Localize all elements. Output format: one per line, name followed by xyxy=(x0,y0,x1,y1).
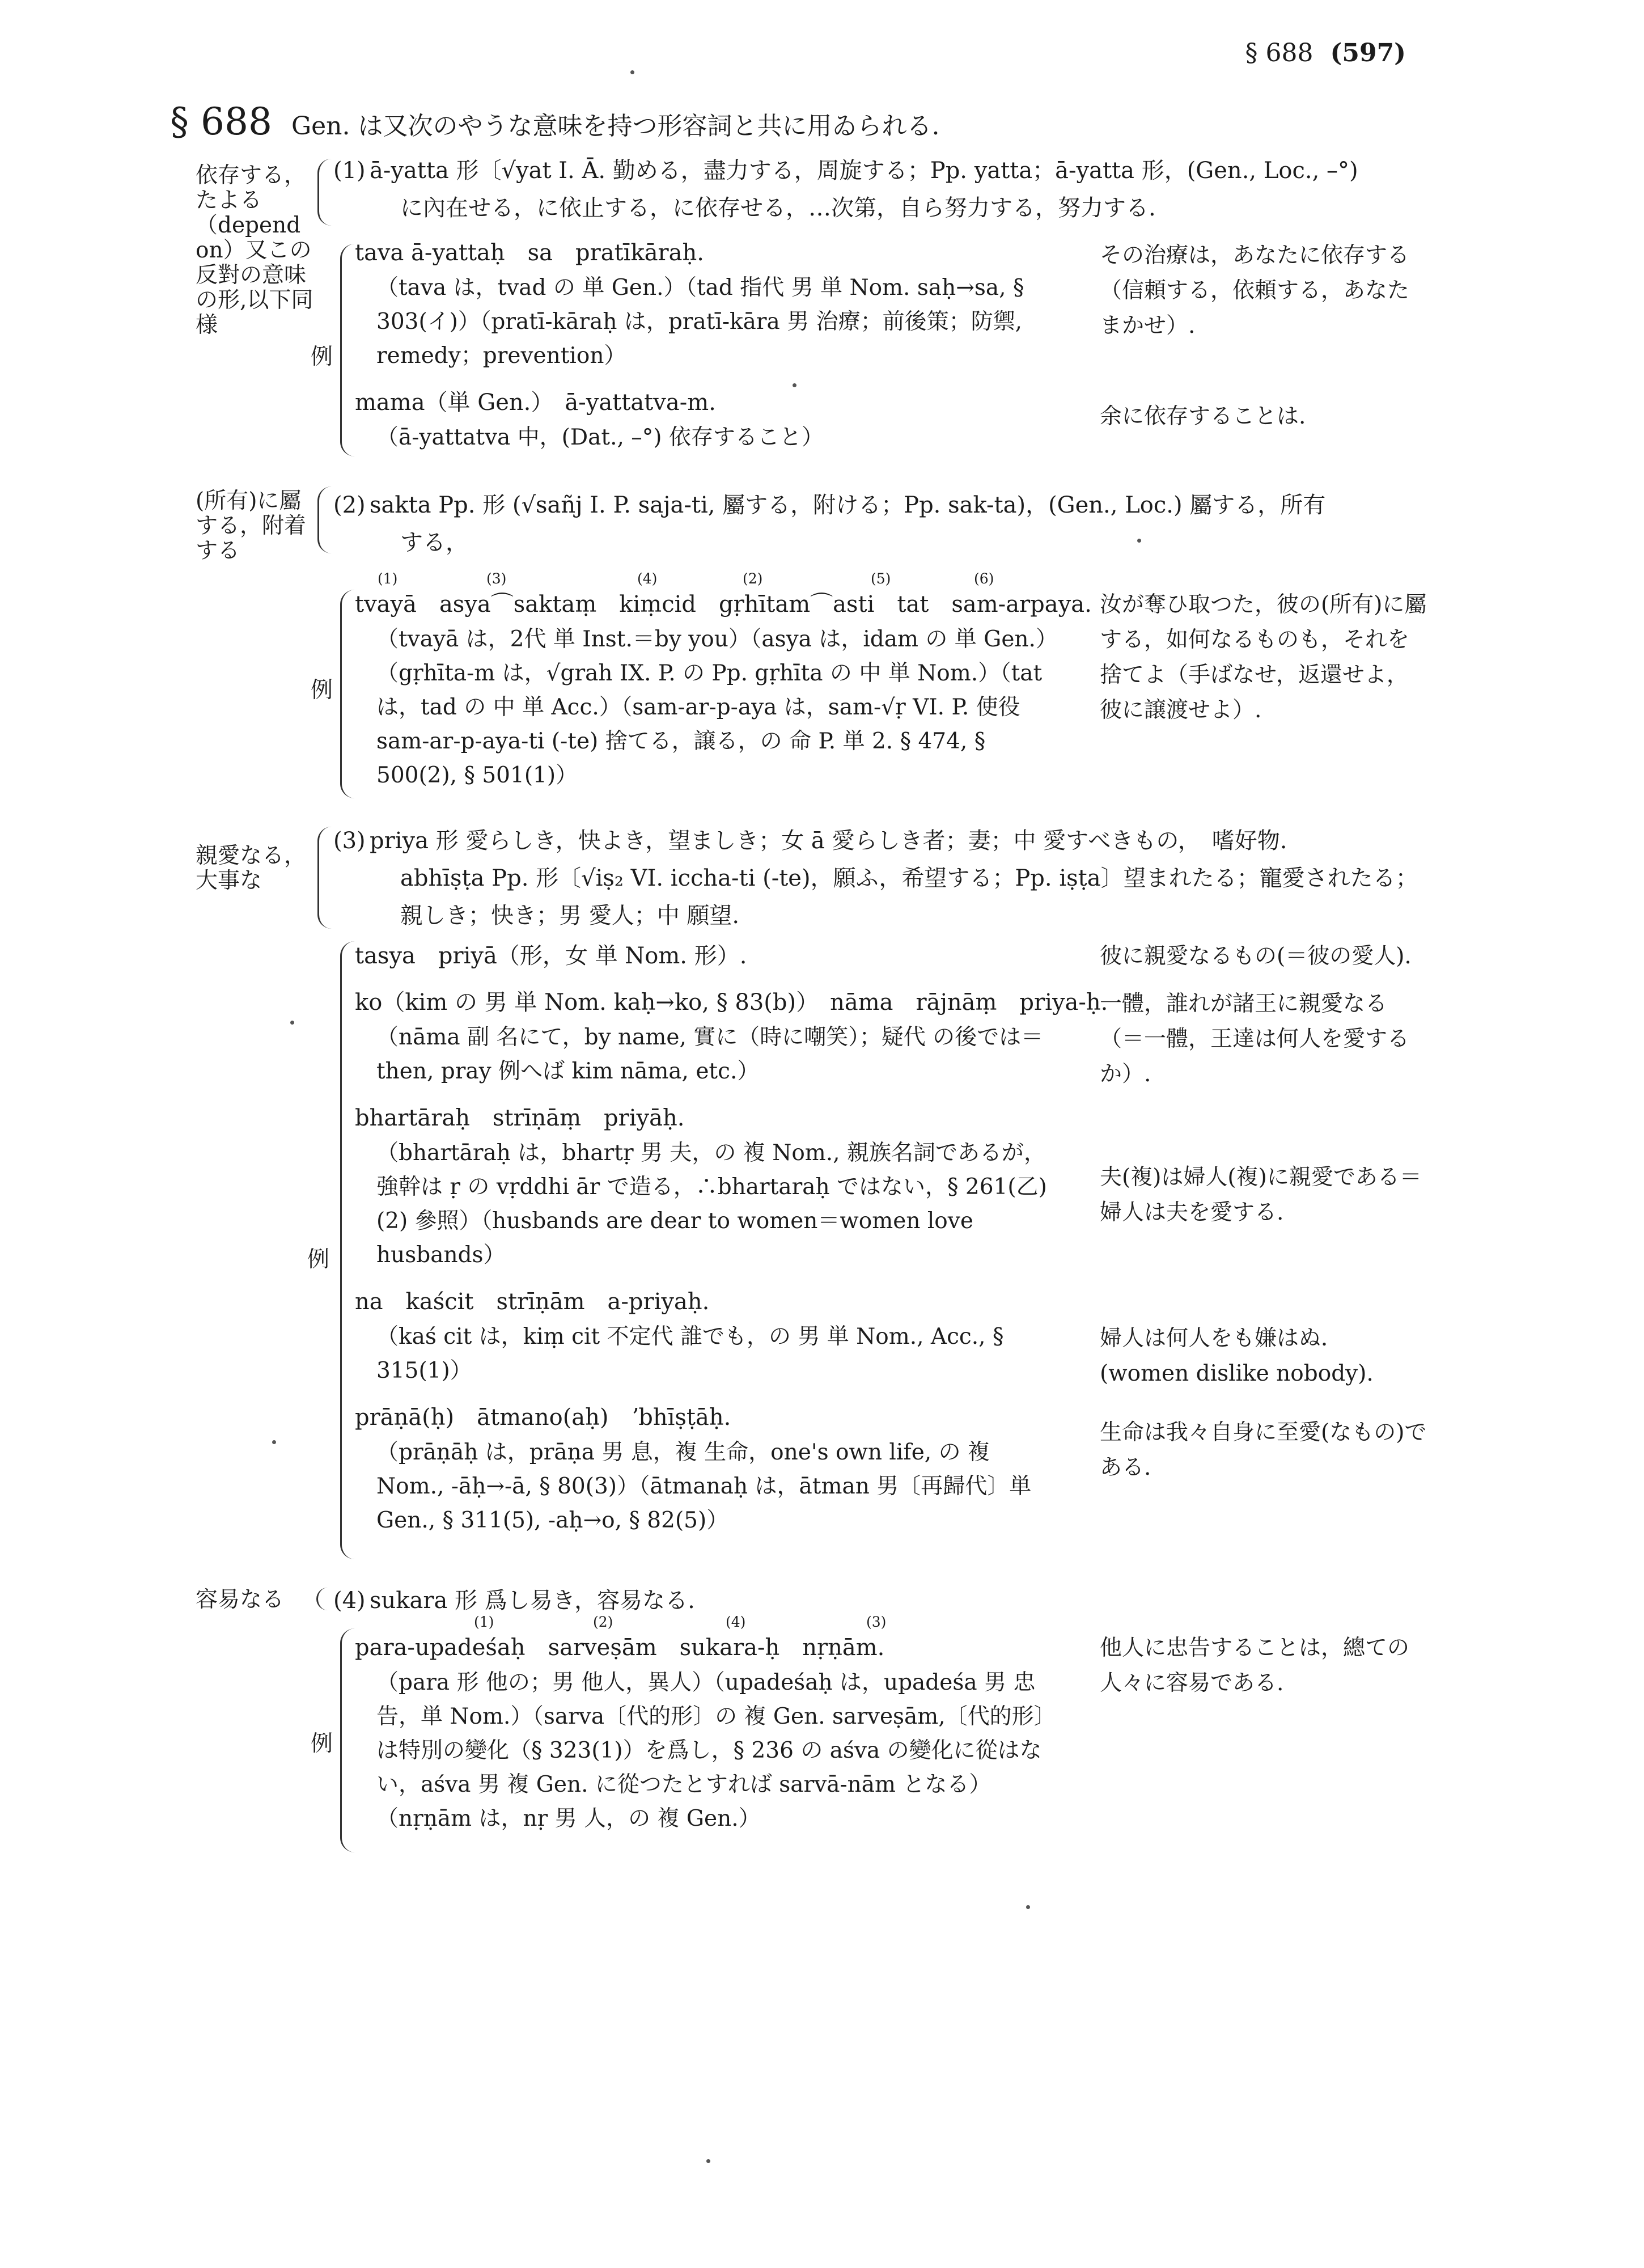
example-sanskrit: para-upadeśaḥ sarveṣām sukara-ḥ nṛṇām. xyxy=(355,1635,885,1661)
meaning-number: (2) xyxy=(333,492,366,518)
translation: 汝が奪ひ取つた，彼の(所有)に屬する，如何なるものも，それを捨てよ（手ばなせ，返還せよ，彼に譲渡せよ）. xyxy=(1100,592,1427,723)
section-number: § 688 xyxy=(170,100,272,143)
meaning-text: 親しき；快き；男 愛人；中 願望. xyxy=(400,903,740,929)
meaning-brace xyxy=(317,486,332,553)
order-mark: (1) xyxy=(378,570,398,587)
header-section: § 688 xyxy=(1245,39,1313,67)
example-label: 例 xyxy=(311,1731,333,1757)
meaning-text: sakta Pp. 形 (√sañj I. P. saja-ti, 屬する，附ける；Pp. sak-ta)，(Gen., Loc.) 屬する，所有 xyxy=(370,492,1326,518)
meaning-number: (1) xyxy=(333,158,366,184)
meaning-brace xyxy=(317,159,332,226)
translation: 生命は我々自身に至愛(なもの)である. xyxy=(1100,1420,1427,1480)
section-heading xyxy=(170,100,939,143)
meaning-3 xyxy=(333,822,1422,934)
example-brace xyxy=(340,1628,355,1852)
example-sanskrit: tvayā asya⌒saktaṃ kiṃcid gṛhītam⌒asti tat sam-arpaya. xyxy=(355,591,1092,617)
example-label: 例 xyxy=(307,1247,330,1272)
example-note: （kaś cit は，kiṃ cit 不定代 誰でも，の 男 単 Nom., Acc., § 315(1)） xyxy=(376,1324,1004,1383)
example-sanskrit: prāṇā(ḥ) ātmano(aḥ) ʼbhīṣṭāḥ. xyxy=(355,1404,731,1431)
page-number: (597) xyxy=(1330,39,1406,67)
example-label: 例 xyxy=(311,344,333,370)
translation: その治療は，あなたに依存する（信頼する，依頼する，あなたまかせ）. xyxy=(1100,243,1410,338)
meaning-text: priya 形 愛らしき，快よき，望ましき；女 ā 愛らしき者；妻；中 愛すべきもの， 嗜好物. xyxy=(370,828,1287,854)
scan-speck xyxy=(290,1021,294,1025)
example-note: （ā-yattatva 中，(Dat., –°) 依存すること） xyxy=(376,425,824,450)
example-brace xyxy=(340,941,355,1559)
scan-speck xyxy=(1137,539,1141,543)
translation: 婦人は何人をも嫌はぬ．(women dislike nobody). xyxy=(1100,1326,1374,1386)
example-sanskrit: tava ā-yattaḥ sa pratīkāraḥ. xyxy=(355,240,704,266)
sidebar-dear: 親愛なる，大事な xyxy=(196,843,307,894)
translation: 夫(複)は婦人(複)に親愛である＝婦人は夫を愛する. xyxy=(1100,1165,1422,1225)
example-note: （para 形 他の；男 他人，異人）（upadeśaḥ は，upadeśa 男 忠告，単 Nom.）（sarva〔代的形〕の 複 Gen. sarveṣām,〔代的形〕は特別の變化（§ 323(1)）を爲し，§ 236 の aśva の變化に從はない，aśva 男 複 Gen. に從つたとすれば sarvā-nām となる）（nṛṇām は，nṛ 男 人，の 複 Gen.） xyxy=(376,1670,1056,1831)
meaning-number: (4) xyxy=(333,1588,366,1614)
scan-speck xyxy=(272,1440,276,1444)
meaning-text: sukara 形 爲し易き，容易なる. xyxy=(370,1588,695,1614)
example-note: （bhartāraḥ は，bhartṛ 男 夫，の 複 Nom., 親族名詞であるが，強幹は ṛ の vṛddhi ār で造る，∴bhartaraḥ ではない，§ 261(乙)(2) 參照）（husbands are dear to women＝women love husbands） xyxy=(376,1140,1047,1268)
example-note: （prāṇāḥ は，prāṇa 男 息，複 生命，one's own life, の 複 Nom., -āḥ→-ā, § 80(3)）（ātmanaḥ は，ātman 男〔再歸代〕単 Gen., § 311(5), -aḥ→o, § 82(5)） xyxy=(376,1440,1032,1533)
order-mark: (5) xyxy=(871,570,891,587)
meaning-1 xyxy=(333,152,1422,227)
example-sanskrit: mama（単 Gen.） ā-yattatva-m. xyxy=(355,390,716,416)
example-sanskrit: bhartāraḥ strīṇāṃ priyāḥ. xyxy=(355,1105,685,1131)
running-header xyxy=(1245,39,1406,67)
example-brace xyxy=(340,244,355,456)
meaning-text: abhīṣṭa Pp. 形〔√iṣ₂ VI. iccha-ti (-te)，願ふ，希望する；Pp. iṣṭa〕望まれたる；寵愛されたる； xyxy=(400,865,1418,891)
example-note: （nāma 副 名にて，by name, 實に（時に嘲笑）；疑代 の後では＝then, pray 例へば kim nāma, etc.） xyxy=(376,1025,1044,1084)
example-group-1 xyxy=(355,238,1063,469)
example-note: （tvayā は，2代 単 Inst.＝by you）（asya は，idam の 単 Gen.）（gṛhīta-m は，√grah IX. P. の Pp. gṛhīta の 中 単 Nom.）（tat は，tad の 中 単 Acc.）（sam-ar-p-aya は，sam-√ṛ VI. P. 使役 sam-ar-p-aya-ti (-te) 捨てる，譲る，の 命 P. 単 2. § 474, § 500(2), § 501(1)） xyxy=(376,627,1058,788)
example-label: 例 xyxy=(311,678,333,703)
meaning-brace xyxy=(317,827,332,929)
sidebar-easy: 容易なる xyxy=(196,1587,285,1613)
example-sanskrit: tasya priyā（形，女 単 Nom. 形）. xyxy=(355,943,747,969)
order-mark: (4) xyxy=(726,1614,746,1630)
meaning-number: (3) xyxy=(333,828,366,854)
example-group-4 xyxy=(355,1614,1063,1851)
example-group-2 xyxy=(355,570,1092,807)
meaning-text: する， xyxy=(400,530,468,556)
example-sanskrit: ko（kim の 男 単 Nom. kaḥ→ko, § 83(b)） nāma rājnāṃ priya-ḥ. xyxy=(355,989,1108,1015)
sidebar-belong: (所有)に屬する，附着する xyxy=(196,488,307,564)
translation: 一體，誰れが諸王に親愛なる（＝一體，王達は何人を愛するか）. xyxy=(1100,991,1410,1087)
scan-speck xyxy=(793,383,796,387)
meaning-text: に內在せる，に依止する，に依存せる，…次第，自ら努力する，努力する. xyxy=(400,195,1156,221)
example-brace xyxy=(340,590,355,798)
translation: 他人に忠告することは，總ての人々に容易である. xyxy=(1100,1635,1410,1696)
scan-speck xyxy=(630,70,634,74)
order-mark: (6) xyxy=(974,570,994,587)
order-mark: (1) xyxy=(474,1614,494,1630)
order-mark: (2) xyxy=(593,1614,613,1630)
example-note: （tava は，tvad の 単 Gen.）（tad 指代 男 単 Nom. saḥ→sa, § 303(イ)）（pratī-kāraḥ は，pratī-kāra 男 治療；前後策；防禦, remedy；prevention） xyxy=(376,275,1024,369)
order-mark: (2) xyxy=(743,570,763,587)
example-group-3 xyxy=(355,941,1108,1552)
section-title: Gen. は又次のやうな意味を持つ形容詞と共に用ゐられる. xyxy=(291,112,940,141)
sidebar-depend: 依存する，たよる（depend on）又この反對の意味の形,以下同様 xyxy=(196,163,313,338)
scan-speck xyxy=(1026,1905,1030,1909)
translation: 余に依存することは. xyxy=(1100,404,1306,429)
meaning-2 xyxy=(333,486,1422,561)
order-mark: (3) xyxy=(866,1614,887,1630)
translation: 彼に親愛なるもの(＝彼の愛人). xyxy=(1100,943,1412,969)
meaning-text: ā-yatta 形〔√yat I. Ā. 勤める，盡力する，周旋する；Pp. yatta；ā-yatta 形，(Gen., Loc., –°) xyxy=(370,158,1358,184)
scan-speck xyxy=(706,2159,710,2163)
order-mark: (3) xyxy=(486,570,507,587)
order-mark: (4) xyxy=(637,570,658,587)
example-sanskrit: na kaścit strīṇām a-priyaḥ. xyxy=(355,1289,710,1315)
